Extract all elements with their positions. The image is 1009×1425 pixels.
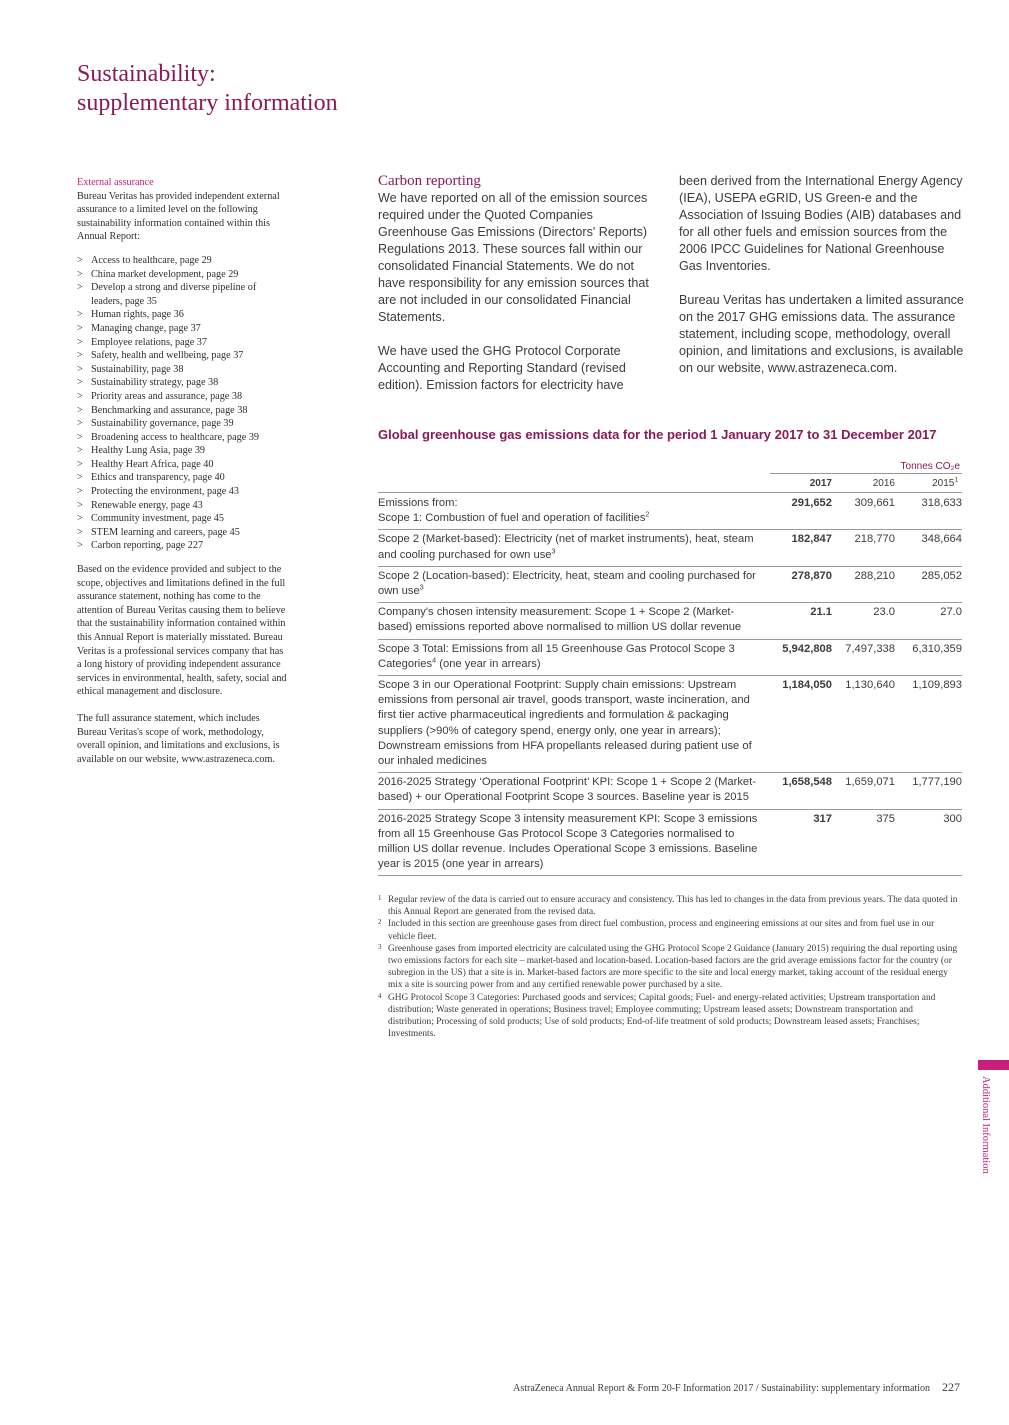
assured-item: > Carbon reporting, page 227 — [77, 539, 287, 553]
footnote-number: 2 — [378, 918, 382, 927]
assured-item: > Sustainability governance, page 39 — [77, 417, 287, 431]
emissions-row — [378, 773, 962, 809]
emissions-row — [378, 676, 962, 773]
value-2015: 285,052 — [921, 569, 962, 582]
row-footnote-ref: 2 — [645, 509, 650, 519]
section-tab-marker — [978, 1060, 1009, 1070]
row-label-text-2: Scope 1: Combustion of fuel and operation of facilities — [378, 512, 646, 525]
assured-item: > Protecting the environment, page 43 — [77, 485, 287, 499]
emissions-table-title: Global greenhouse gas emissions data for the period 1 January 2017 to 31 December 2017 — [378, 427, 937, 442]
row-label-text: 2016-2025 Strategy ‘Operational Footprint’ KPI: Scope 1 + Scope 2 (Market-based) + our Operational Footprint Scope 3 sources. Baseline year is 2015 — [378, 776, 756, 804]
emissions-row — [378, 810, 962, 877]
assured-item: > Access to healthcare, page 29 — [77, 254, 287, 268]
footnote-text: Greenhouse gases from imported electricity are calculated using the GHG Protocol Scope 2 Guidance (January 2015) requiring the dual reporting using two emissions factors for each site – market-based and location-based. Location-based factors are the grid average emissions factor for the country (or subregion in the US) that a site is in. Market-based factors are more specific to the site and local energy market, taking account of the residual energy mix a site is sourcing power from and any certified renewable power purchased by a site. — [388, 943, 958, 991]
row-label-text: Scope 2 (Location-based): Electricity, heat, steam and cooling purchased for own use — [378, 569, 756, 598]
value-2016: 1,659,071 — [845, 776, 895, 789]
row-label-text: Scope 2 (Market-based): Electricity (net of market instruments), heat, steam and cooling purchased for own use — [378, 533, 754, 561]
assured-item: > Sustainability strategy, page 38 — [77, 376, 287, 390]
value-2015: 348,664 — [921, 533, 962, 546]
value-2017: 1,184,050 — [782, 679, 832, 692]
assured-item: > Broadening access to healthcare, page 39 — [77, 431, 287, 445]
carbon-reporting-column-2 — [679, 173, 964, 394]
external-assurance-intro: Bureau Veritas has provided independent external assurance to a limited level on the following sustainability information contained within this Annual Report: — [77, 190, 280, 243]
value-2017: 278,870 — [791, 569, 832, 582]
assured-item: > Renewable energy, page 43 — [77, 499, 287, 513]
emissions-row-label — [378, 676, 764, 772]
header-divider — [378, 492, 962, 493]
carbon-paragraph-2: We have used the GHG Protocol Corporate Accounting and Reporting Standard (revised edition). Emission factors for electricity have — [378, 344, 626, 392]
assured-item: > Healthy Lung Asia, page 39 — [77, 444, 287, 458]
year-header-2015 — [888, 478, 958, 489]
assured-item: > Priority areas and assurance, page 38 — [77, 390, 287, 404]
row-label-text: Scope 3 Total: Emissions from all 15 Greenhouse Gas Protocol Scope 3 Categories — [378, 642, 735, 670]
emissions-row — [378, 530, 962, 566]
carbon-reporting-heading: Carbon reporting — [378, 173, 481, 189]
emissions-row-label — [378, 603, 764, 638]
emissions-row-label — [378, 810, 764, 876]
carbon-paragraph-3: been derived from the International Energy Agency (IEA), USEPA eGRID, US Green-e and the Association of Issuing Bodies (AIB) databases and for all other fuels and emission sources from the 2006 IPCC Guidelines for National Greenhouse Gas Inventories. — [679, 174, 963, 273]
page-title — [77, 60, 338, 118]
row-footnote-ref: 3 — [419, 582, 424, 592]
footnote-text: Regular review of the data is carried out to ensure accuracy and consistency. This has led to changes in the data from previous years. The data quoted in this Annual Report are generated from the revised data. — [388, 895, 958, 918]
emissions-table-unit: Tonnes CO₂e — [900, 461, 960, 472]
year-header-2016: 2016 — [872, 478, 895, 489]
year-header-2015-footnote: 1 — [954, 476, 958, 484]
value-2016: 288,210 — [854, 569, 895, 582]
value-2015: 27.0 — [940, 606, 962, 619]
footnote — [378, 992, 960, 1041]
emissions-row-label — [378, 567, 764, 602]
value-2017: 5,942,808 — [782, 642, 832, 655]
row-footnote-ref: 3 — [551, 545, 556, 555]
value-2017: 182,847 — [791, 533, 832, 546]
value-2016: 218,770 — [854, 533, 895, 546]
footnote-number: 3 — [378, 942, 382, 951]
row-label-text: Company's chosen intensity measurement: Scope 1 + Scope 2 (Market-based) emissions reported above normalised to million US dollar revenue — [378, 606, 742, 634]
value-2016: 309,661 — [854, 497, 895, 509]
assurance-conclusion: Based on the evidence provided and subject to the scope, objectives and limitations defined in the full assurance statement, nothing has come to the attention of Bureau Veritas causing them to believe that the sustainability information contained within this Annual Report is materially misstated. Bureau Veritas is a professional services company that has a long history of providing independent assurance services in environmental, health, safety, social and ethical management and disclosure. — [77, 564, 287, 698]
assured-item: > Benchmarking and assurance, page 38 — [77, 404, 287, 418]
row-label-text: Emissions from: — [378, 497, 458, 509]
carbon-reporting-column-1 — [378, 172, 663, 411]
value-2017: 291,652 — [791, 497, 832, 509]
value-2017: 317 — [813, 812, 832, 825]
emissions-row — [378, 567, 962, 603]
assured-item: > Ethics and transparency, page 40 — [77, 471, 287, 485]
emissions-row-label — [378, 494, 764, 529]
footnote-text: GHG Protocol Scope 3 Categories: Purchased goods and services; Capital goods; Fuel- and energy-related activities; Upstream transportation and distribution; Waste generated in operations; Business travel; Employee commuting; Upstream leased assets; Downstream transportation and distribution; Processing of sold products; Use of sold products; End-of-life treatment of sold products; Downstream leased assets; Franchises; Investments. — [388, 992, 936, 1040]
year-header-2017: 2017 — [809, 478, 832, 489]
assured-item: > Managing change, page 37 — [77, 322, 287, 336]
emissions-row-label — [378, 530, 764, 565]
assured-item: > Community investment, page 45 — [77, 512, 287, 526]
row-label-text: Scope 3 in our Operational Footprint: Supply chain emissions: Upstream emissions from personal air travel, goods transport, waste incineration, and first tier active pharmaceutical ingredients and formulation & packaging suppliers (>90% of category spend, energy only, one year in arrears); Downstream emissions from HFA propellants released during patient use of our inhaled medicines — [378, 679, 752, 768]
footer-text: AstraZeneca Annual Report & Form 20-F Information 2017 / Sustainability: supplementary information — [513, 1383, 930, 1394]
assurance-statement-note: The full assurance statement, which includes Bureau Veritas's scope of work, methodology, overall opinion, and limitations and exclusions, is available on our website, www.astrazeneca.com. — [77, 712, 280, 765]
emissions-table-header — [378, 478, 962, 492]
assured-item: > Healthy Heart Africa, page 40 — [77, 458, 287, 472]
assured-item: > China market development, page 29 — [77, 268, 287, 282]
emissions-row — [378, 640, 962, 676]
value-2015: 6,310,359 — [912, 642, 962, 655]
emissions-row-label — [378, 773, 764, 808]
footnote-number: 1 — [378, 894, 382, 902]
external-assurance-heading: External assurance — [77, 177, 154, 188]
footnote-number: 4 — [378, 991, 382, 1000]
value-2016: 7,497,338 — [845, 642, 895, 655]
page-title-line-2: supplementary information — [77, 90, 338, 116]
value-2016: 375 — [876, 812, 895, 825]
assured-item: > STEM learning and careers, page 45 — [77, 526, 287, 540]
carbon-paragraph-4: Bureau Veritas has undertaken a limited assurance on the 2017 GHG emissions data. The assurance statement, including scope, methodology, overall opinion, and limitations and exclusions, is available on our website, www.astrazeneca.com. — [679, 293, 964, 375]
page-title-line-1: Sustainability: — [77, 61, 216, 87]
assured-item: > Sustainability, page 38 — [77, 363, 287, 377]
emissions-table-body — [378, 494, 962, 876]
value-2017: 1,658,548 — [782, 776, 832, 789]
value-2017: 21.1 — [810, 606, 832, 619]
value-2016: 1,130,640 — [845, 679, 895, 692]
unit-divider — [770, 473, 962, 474]
section-side-label: Additional Information — [980, 1076, 991, 1174]
row-label-text: 2016-2025 Strategy Scope 3 intensity measurement KPI: Scope 3 emissions from all 15 Greenhouse Gas Protocol Scope 3 Categories normalised to million US dollar revenue. Includes Operational Scope 3 emissions. Baseline year is 2015 (one year in arrears) — [378, 812, 758, 871]
value-2015: 1,109,893 — [912, 679, 962, 692]
assured-item: > Safety, health and wellbeing, page 37 — [77, 349, 287, 363]
value-2016: 23.0 — [873, 606, 895, 619]
footnote — [378, 894, 960, 918]
carbon-paragraph-1: We have reported on all of the emission sources required under the Quoted Companies Greenhouse Gas Emissions (Directors' Reports) Regulations 2013. These sources fall within our consolidated Financial Statements. We do not have responsibility for any emission sources that are not included in our consolidated Financial Statements. — [378, 191, 649, 324]
page-footer — [440, 1380, 960, 1395]
emissions-row-label — [378, 640, 764, 675]
footnote — [378, 918, 960, 942]
external-assurance-sidebar — [77, 176, 287, 779]
row-footnote-ref: 4 — [432, 655, 437, 665]
emissions-row — [378, 494, 962, 530]
value-2015: 300 — [943, 812, 962, 825]
value-2015: 1,777,190 — [912, 776, 962, 789]
year-header-2015-text: 2015 — [932, 478, 955, 489]
footnote — [378, 943, 960, 992]
emissions-row — [378, 603, 962, 639]
footnotes — [378, 894, 960, 1040]
row-label-suffix: (one year in arrears) — [436, 657, 541, 670]
assured-item: > Human rights, page 36 — [77, 308, 287, 322]
assured-item: > Employee relations, page 37 — [77, 336, 287, 350]
assured-items-list — [77, 254, 287, 553]
assured-item: > Develop a strong and diverse pipeline of leaders, page 35 — [77, 281, 287, 308]
value-2015: 318,633 — [921, 497, 962, 509]
page-number: 227 — [942, 1380, 960, 1394]
footnote-text: Included in this section are greenhouse gases from direct fuel combustion, process and engineering emissions at our sites and from fuel use in our vehicle fleet. — [388, 919, 935, 942]
